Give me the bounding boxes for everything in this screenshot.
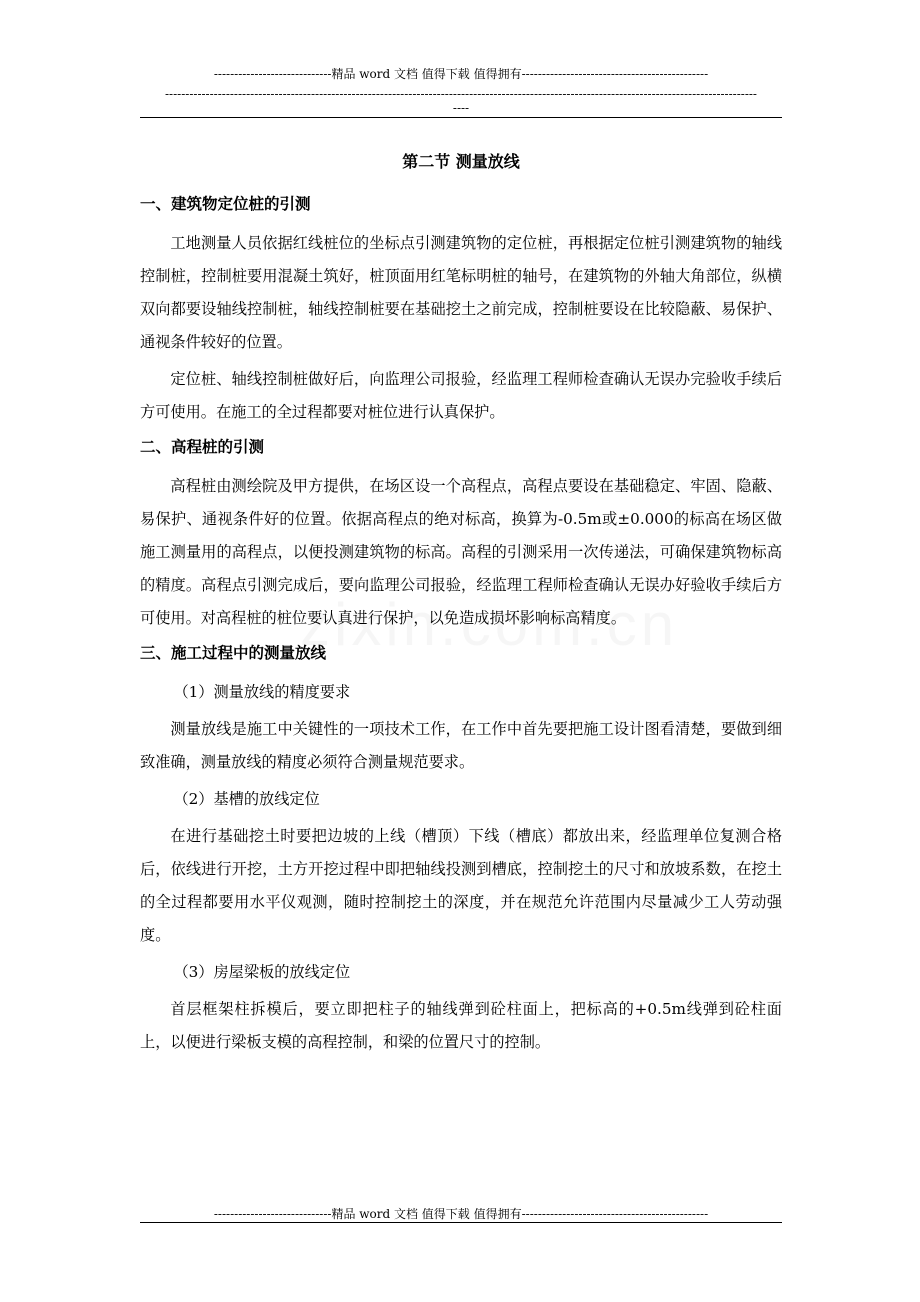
document-body xyxy=(140,148,782,1063)
paragraph: 定位桩、轴线控制桩做好后，向监理公司报验，经监理工程师检查确认无误办完验收手续后方可使用。在施工的全过程都要对桩位进行认真保护。 xyxy=(140,370,782,421)
paragraph: 测量放线是施工中关键性的一项技术工作，在工作中首先要把施工设计图看清楚，要做到细致准确，测量放线的精度必须符合测量规范要求。 xyxy=(140,720,782,771)
paragraph: 在进行基础挖土时要把边坡的上线（槽顶）下线（槽底）都放出来，经监理单位复测合格后，依线进行开挖，土方开挖过程中即把轴线投测到槽底，控制挖土的尺寸和放坡系数，在挖土的全过程都要用水平仪观测，随时控制挖土的深度，并在规范允许范围内尽量减少工人劳动强度。 xyxy=(140,827,782,944)
subheading: （2）基槽的放线定位 xyxy=(173,790,320,808)
paragraph: 首层框架柱拆模后，要立即把柱子的轴线弹到砼柱面上，把标高的+0.5m线弹到砼柱面上，以便进行梁板支模的高程控制，和梁的位置尺寸的控制。 xyxy=(140,1000,782,1051)
heading-2: 二、高程桩的引测 xyxy=(140,438,265,456)
page-header-text: -----------------------------精品 word 文档 值得下载 值得拥有---------------------------------------------- xyxy=(213,67,709,81)
page-footer-text: -----------------------------精品 word 文档 值得下载 值得拥有---------------------------------------------- xyxy=(213,1207,709,1221)
heading-1: 一、建筑物定位桩的引测 xyxy=(140,195,311,213)
paragraph: 工地测量人员依据红线桩位的坐标点引测建筑物的定位桩，再根据定位桩引测建筑物的轴线控制桩，控制桩要用混凝土筑好，桩顶面用红笔标明桩的轴号，在建筑物的外轴大角部位，纵横双向都要设轴线控制桩，轴线控制桩要在基础挖土之前完成，控制桩要设在比较隐蔽、易保护、通视条件较好的位置。 xyxy=(140,234,782,351)
heading-3: 三、施工过程中的测量放线 xyxy=(140,644,327,662)
section-title: 第二节 测量放线 xyxy=(402,152,520,171)
paragraph: 高程桩由测绘院及甲方提供，在场区设一个高程点，高程点要设在基础稳定、牢固、隐蔽、易保护、通视条件好的位置。依据高程点的绝对标高，换算为-0.5m或±0.000的标高在场区做施工测量用的高程点，以便投测建筑物的标高。高程的引测采用一次传递法，可确保建筑物标高的精度。高程点引测完成后，要向监理公司报验，经监理工程师检查确认无误办好验收手续后方可使用。对高程桩的桩位要认真进行保护，以免造成损坏影响标高精度。 xyxy=(140,477,782,627)
footer-rule xyxy=(140,1222,782,1223)
page-header-dashes: -------------------------------------------------------------------------------------------------------------------------------------------------- xyxy=(165,87,757,101)
subheading: （3）房屋梁板的放线定位 xyxy=(173,963,351,981)
subheading: （1）测量放线的精度要求 xyxy=(173,683,351,701)
header-rule xyxy=(140,117,782,118)
page-header-dashes-tail: ---- xyxy=(452,101,470,115)
